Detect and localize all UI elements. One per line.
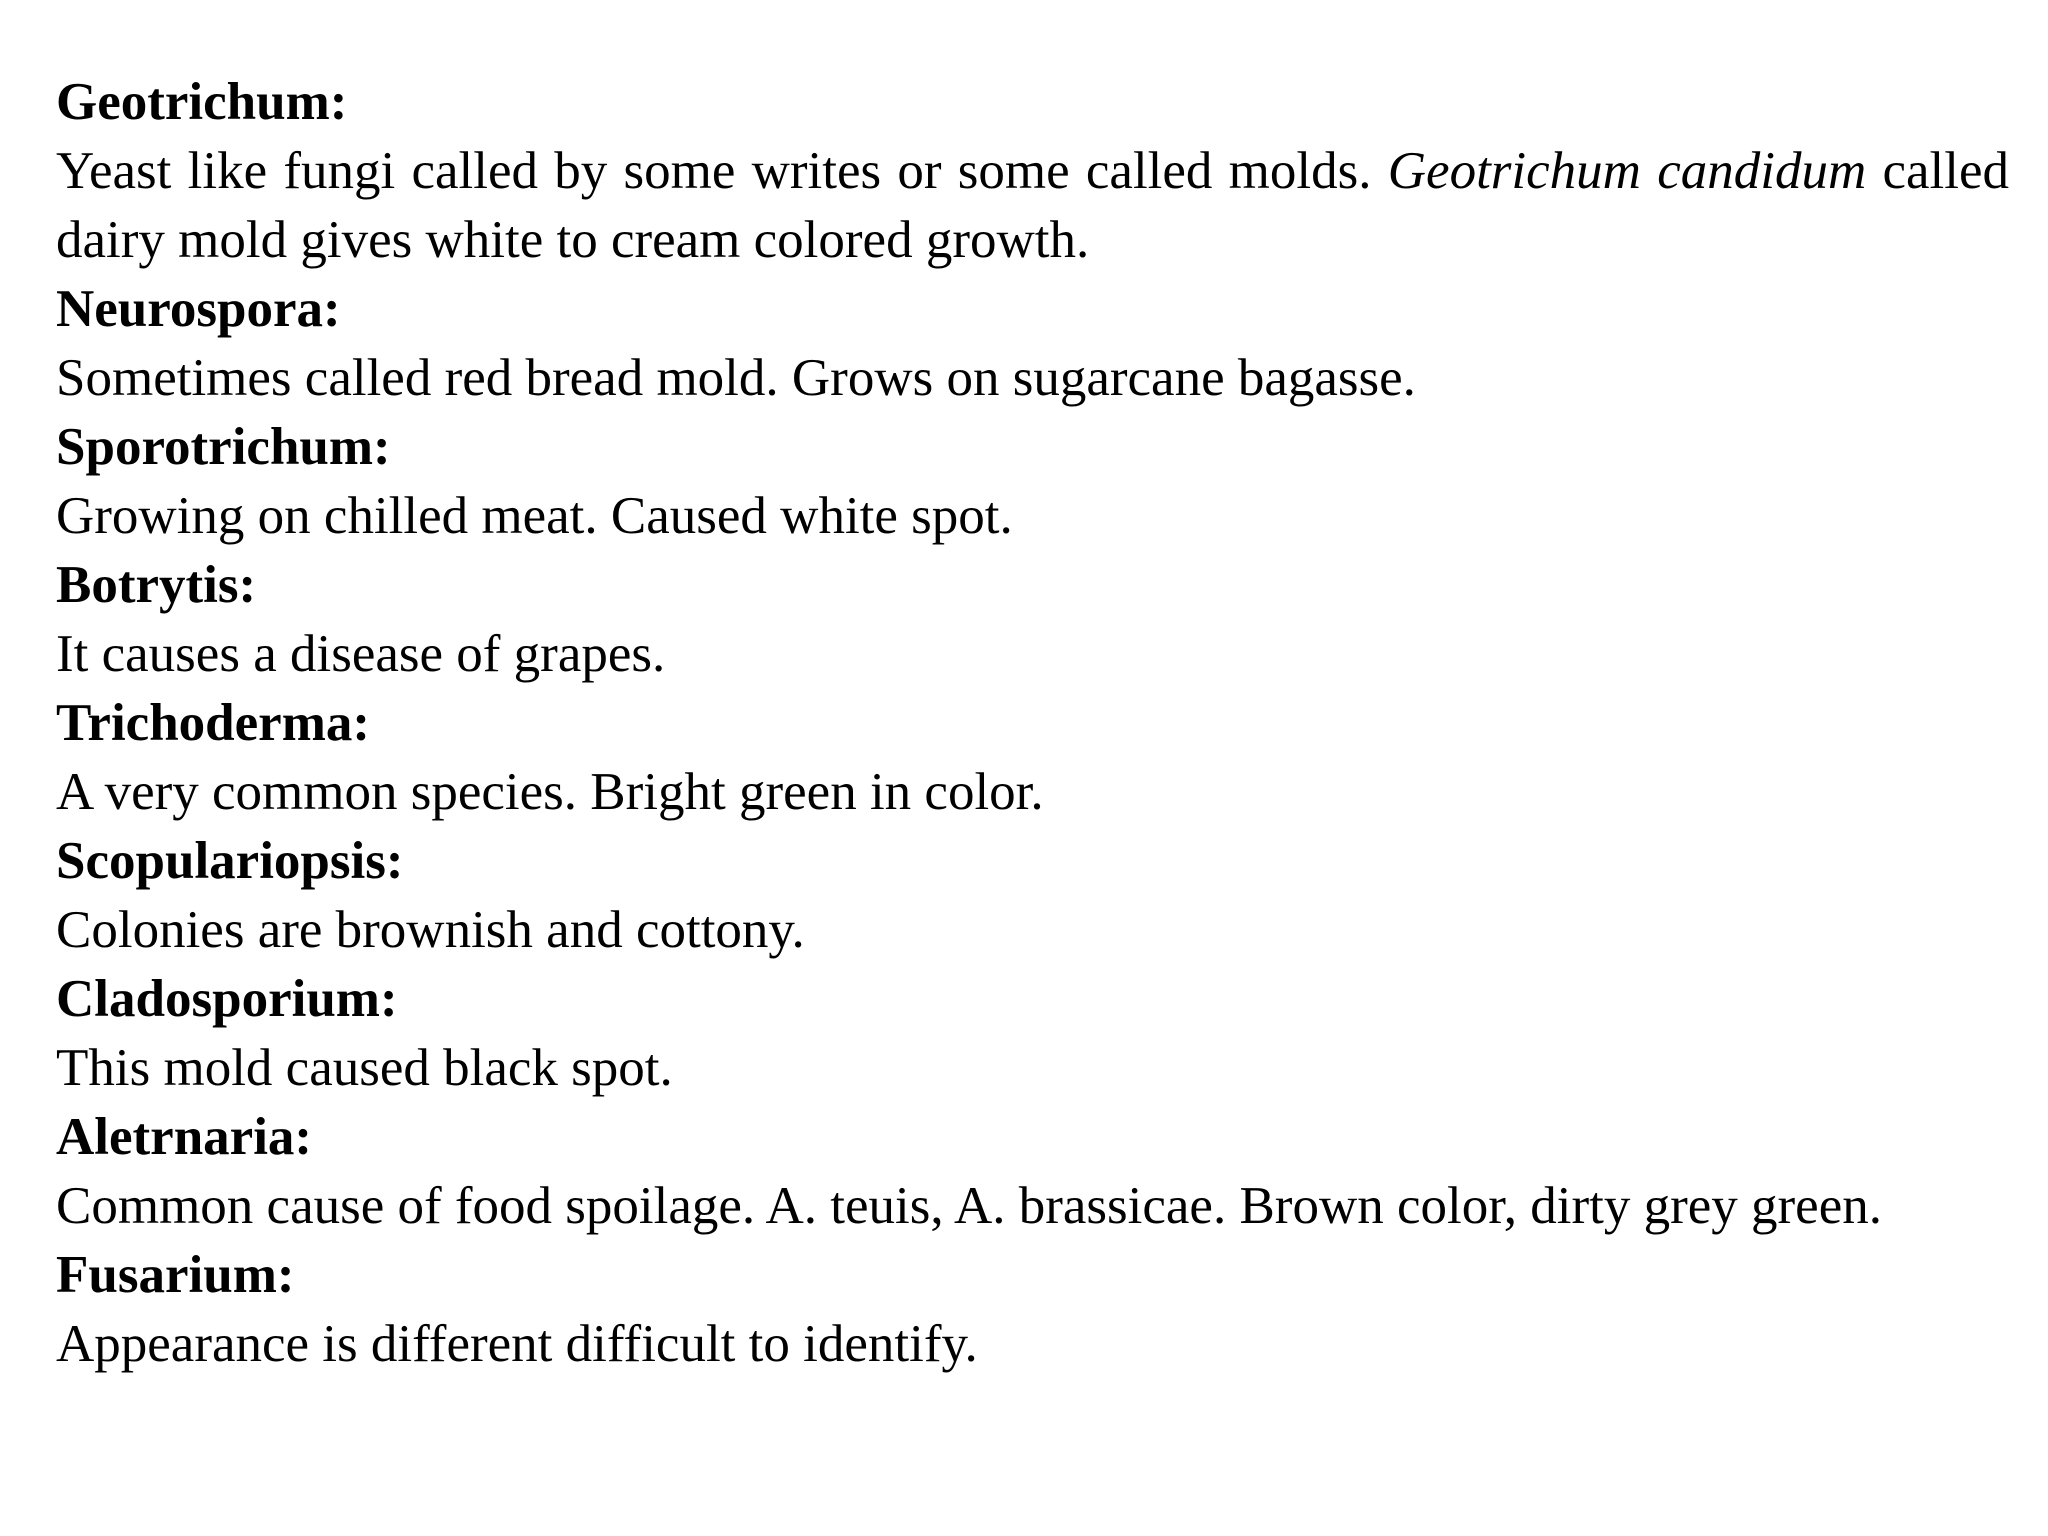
- description-geotrichum-text: Yeast like fungi called by some writes or some called molds.: [56, 142, 1388, 200]
- description-sporotrichum: Growing on chilled meat. Caused white spot.: [56, 487, 1013, 545]
- heading-cladosporium: Cladosporium:: [56, 970, 398, 1028]
- description-aletrnaria: Common cause of food spoilage. A. teuis, A. brassicae. Brown color, dirty grey green.: [56, 1177, 1882, 1235]
- heading-aletrnaria: Aletrnaria:: [56, 1108, 313, 1166]
- heading-fusarium: Fusarium:: [56, 1246, 295, 1304]
- heading-botrytis: Botrytis:: [56, 556, 257, 614]
- heading-geotrichum: Geotrichum:: [56, 73, 348, 131]
- heading-sporotrichum: Sporotrichum:: [56, 418, 391, 476]
- description-geotrichum-text-end: called dairy mold gives white to cream colored growth.: [56, 142, 2009, 269]
- description-cladosporium: This mold caused black spot.: [56, 1039, 673, 1097]
- heading-trichoderma: Trichoderma:: [56, 694, 370, 752]
- document-page: [56, 68, 2009, 1379]
- species-name-italic: Geotrichum candidum: [1387, 142, 1867, 200]
- heading-neurospora: Neurospora:: [56, 280, 341, 338]
- description-geotrichum: [56, 137, 2009, 275]
- description-trichoderma: A very common species. Bright green in color.: [56, 763, 1044, 821]
- heading-scopulariopsis: Scopulariopsis:: [56, 832, 404, 890]
- description-fusarium: Appearance is different difficult to identify.: [56, 1315, 978, 1373]
- description-neurospora: Sometimes called red bread mold. Grows on sugarcane bagasse.: [56, 349, 1416, 407]
- description-botrytis: It causes a disease of grapes.: [56, 625, 666, 683]
- description-scopulariopsis: Colonies are brownish and cottony.: [56, 901, 805, 959]
